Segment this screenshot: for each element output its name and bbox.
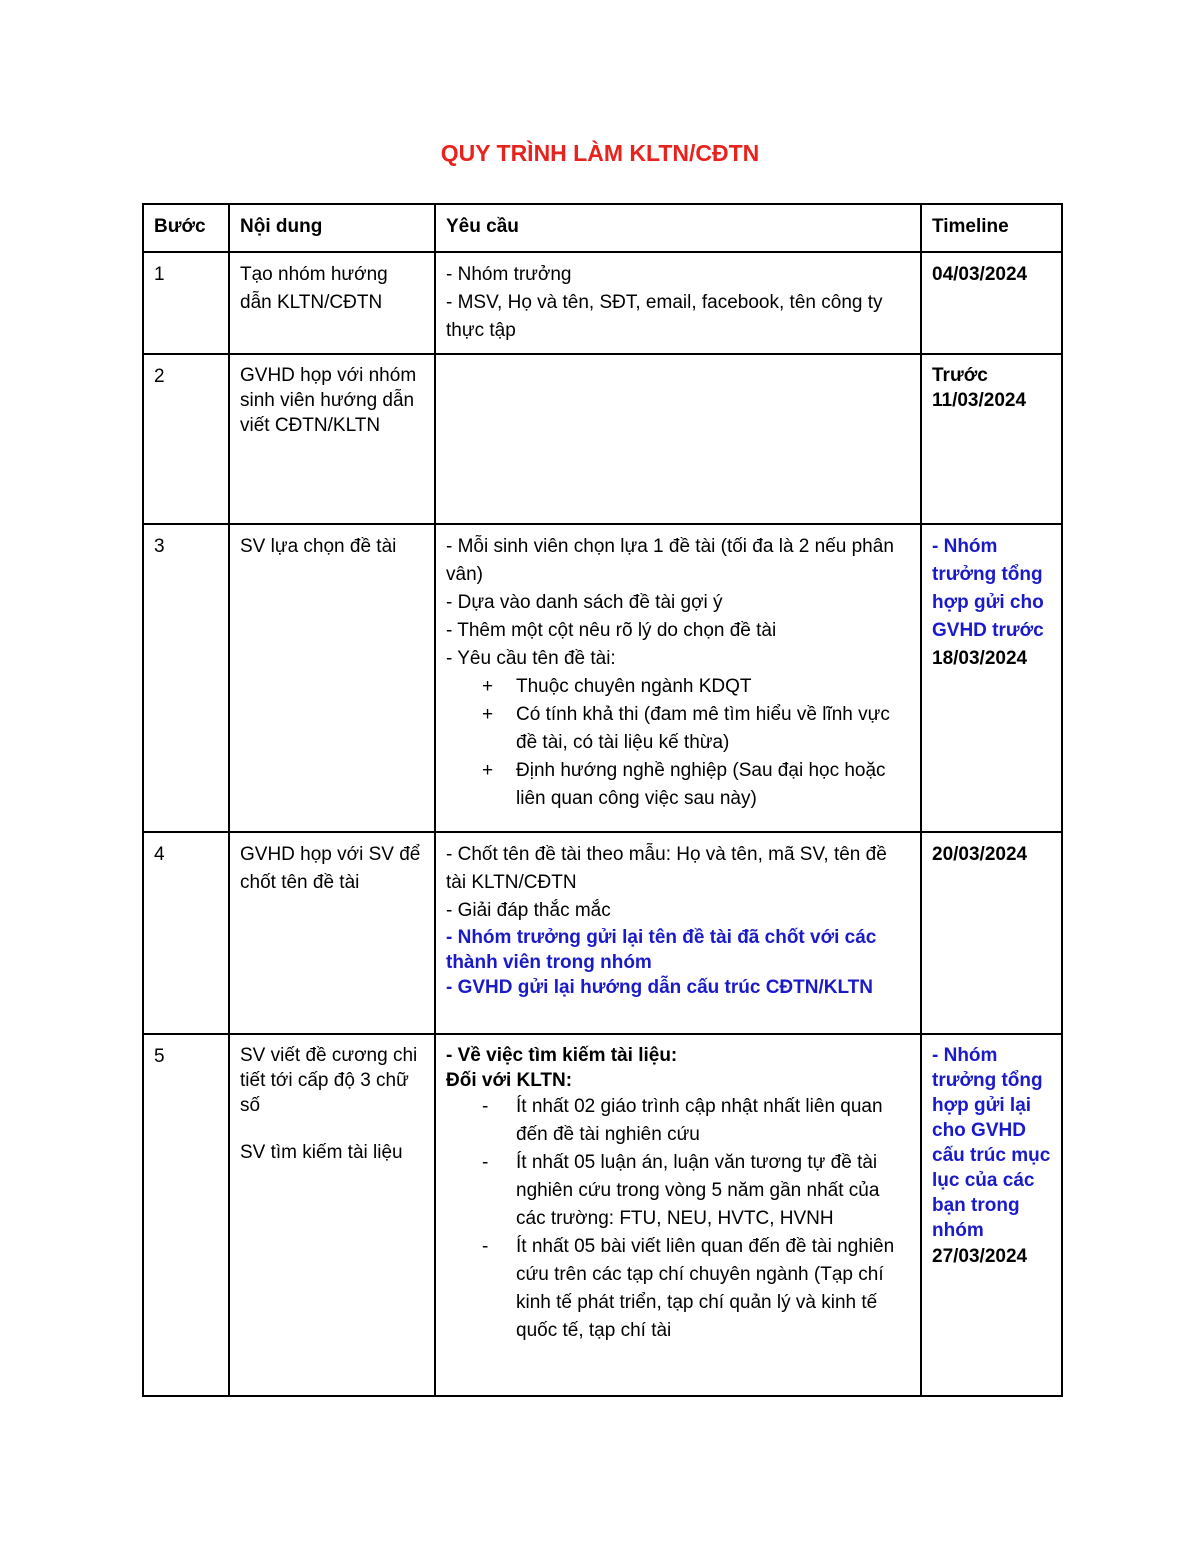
step-timeline: 04/03/2024 (921, 252, 1062, 354)
step-content (229, 1034, 435, 1396)
step-timeline: Trước 11/03/2024 (921, 354, 1062, 524)
sub-item-text: Ít nhất 02 giáo trình cập nhật nhất liên quan đến đề tài nghiên cứu (516, 1096, 883, 1145)
step-requirements (435, 252, 921, 354)
step-content (229, 832, 435, 1034)
content-text: GVHD họp với SV để chốt tên đề tài (240, 844, 421, 893)
step-requirements (435, 832, 921, 1034)
sub-item (446, 673, 910, 701)
sub-item (446, 701, 910, 757)
plus-bullet: + (482, 676, 494, 697)
step-requirements (435, 1034, 921, 1396)
requirement-line: - MSV, Họ và tên, SĐT, email, facebook, tên công ty thực tập (446, 292, 883, 341)
table-row (143, 832, 1062, 1034)
step-number: 3 (143, 524, 229, 832)
step-number: 1 (143, 252, 229, 354)
content-text: SV lựa chọn đề tài (240, 536, 397, 557)
step-content (229, 524, 435, 832)
step-timeline (921, 524, 1062, 832)
step-timeline: 20/03/2024 (921, 832, 1062, 1034)
sub-item (446, 757, 910, 813)
requirement-heading: - Về việc tìm kiếm tài liệu: (446, 1045, 678, 1066)
step-number: 2 (143, 354, 229, 524)
sub-item (446, 1093, 910, 1149)
requirement-line: - Chốt tên đề tài theo mẫu: Họ và tên, mã SV, tên đề tài KLTN/CĐTN (446, 844, 887, 893)
step-content (229, 252, 435, 354)
timeline-note: - Nhóm trưởng tổng hợp gửi cho GVHD trước (932, 536, 1044, 641)
step-requirements (435, 354, 921, 524)
requirement-line: - Mỗi sinh viên chọn lựa 1 đề tài (tối đa là 2 nếu phân vân) (446, 536, 894, 585)
sub-item-text: Ít nhất 05 luận án, luận văn tương tự đề tài nghiên cứu trong vòng 5 năm gần nhất của các trường: FTU, NEU, HVTC, HVNH (516, 1152, 880, 1229)
sub-item-text: Định hướng nghề nghiệp (Sau đại học hoặc liên quan công việc sau này) (516, 760, 886, 809)
dash-bullet: - (482, 1236, 489, 1257)
sub-item-text: Có tính khả thi (đam mê tìm hiểu về lĩnh vực đề tài, có tài liệu kế thừa) (516, 704, 890, 753)
step-number: 5 (143, 1034, 229, 1396)
table-row (143, 1034, 1062, 1396)
page-title: QUY TRÌNH LÀM KLTN/CĐTN (440, 140, 760, 166)
dash-bullet: - (482, 1152, 489, 1173)
sub-item (446, 1233, 910, 1345)
step-content (229, 354, 435, 524)
header-content: Nội dung (229, 204, 435, 252)
header-requirements: Yêu cầu (435, 204, 921, 252)
requirement-heading: Đối với KLTN: (446, 1070, 573, 1091)
header-timeline: Timeline (921, 204, 1062, 252)
sub-item-text: Thuộc chuyên ngành KDQT (516, 676, 752, 697)
timeline-date: 27/03/2024 (932, 1246, 1028, 1267)
requirement-line: - Thêm một cột nêu rõ lý do chọn đề tài (446, 620, 777, 641)
requirement-line: - Giải đáp thắc mắc (446, 900, 611, 921)
table-row (143, 354, 1062, 524)
content-text: SV tìm kiếm tài liệu (240, 1142, 403, 1163)
table-row (143, 524, 1062, 832)
content-text: SV viết đề cương chi tiết tới cấp độ 3 chữ số (240, 1045, 418, 1116)
table-header-row (143, 204, 1062, 252)
content-text: Tạo nhóm hướng dẫn KLTN/CĐTN (240, 264, 388, 313)
timeline-note: - Nhóm trưởng tổng hợp gửi lại cho GVHD cấu trúc mục lục của các bạn trong nhóm (932, 1045, 1051, 1241)
process-table (142, 203, 1063, 1397)
requirement-line: - Dựa vào danh sách đề tài gợi ý (446, 592, 723, 613)
step-requirements (435, 524, 921, 832)
plus-bullet: + (482, 704, 494, 725)
requirement-line: - Nhóm trưởng (446, 264, 572, 285)
step-number: 4 (143, 832, 229, 1034)
highlight-line: - Nhóm trưởng gửi lại tên đề tài đã chốt với các thành viên trong nhóm (446, 927, 877, 973)
table-row (143, 252, 1062, 354)
timeline-date: 18/03/2024 (932, 648, 1028, 669)
step-timeline (921, 1034, 1062, 1396)
highlight-line: - GVHD gửi lại hướng dẫn cấu trúc CĐTN/KLTN (446, 977, 874, 998)
content-text: GVHD họp với nhóm sinh viên hướng dẫn viết CĐTN/KLTN (240, 365, 417, 436)
requirement-line: - Yêu cầu tên đề tài: (446, 648, 616, 669)
content-gap (240, 1118, 424, 1140)
sub-item (446, 1149, 910, 1233)
sub-item-text: Ít nhất 05 bài viết liên quan đến đề tài nghiên cứu trên các tạp chí chuyên ngành (Tạp chí kinh tế phát triển, tạp chí quản lý và kinh tế quốc tế, tạp chí tài (516, 1236, 895, 1341)
header-step: Bước (143, 204, 229, 252)
plus-bullet: + (482, 760, 494, 781)
dash-bullet: - (482, 1096, 489, 1117)
